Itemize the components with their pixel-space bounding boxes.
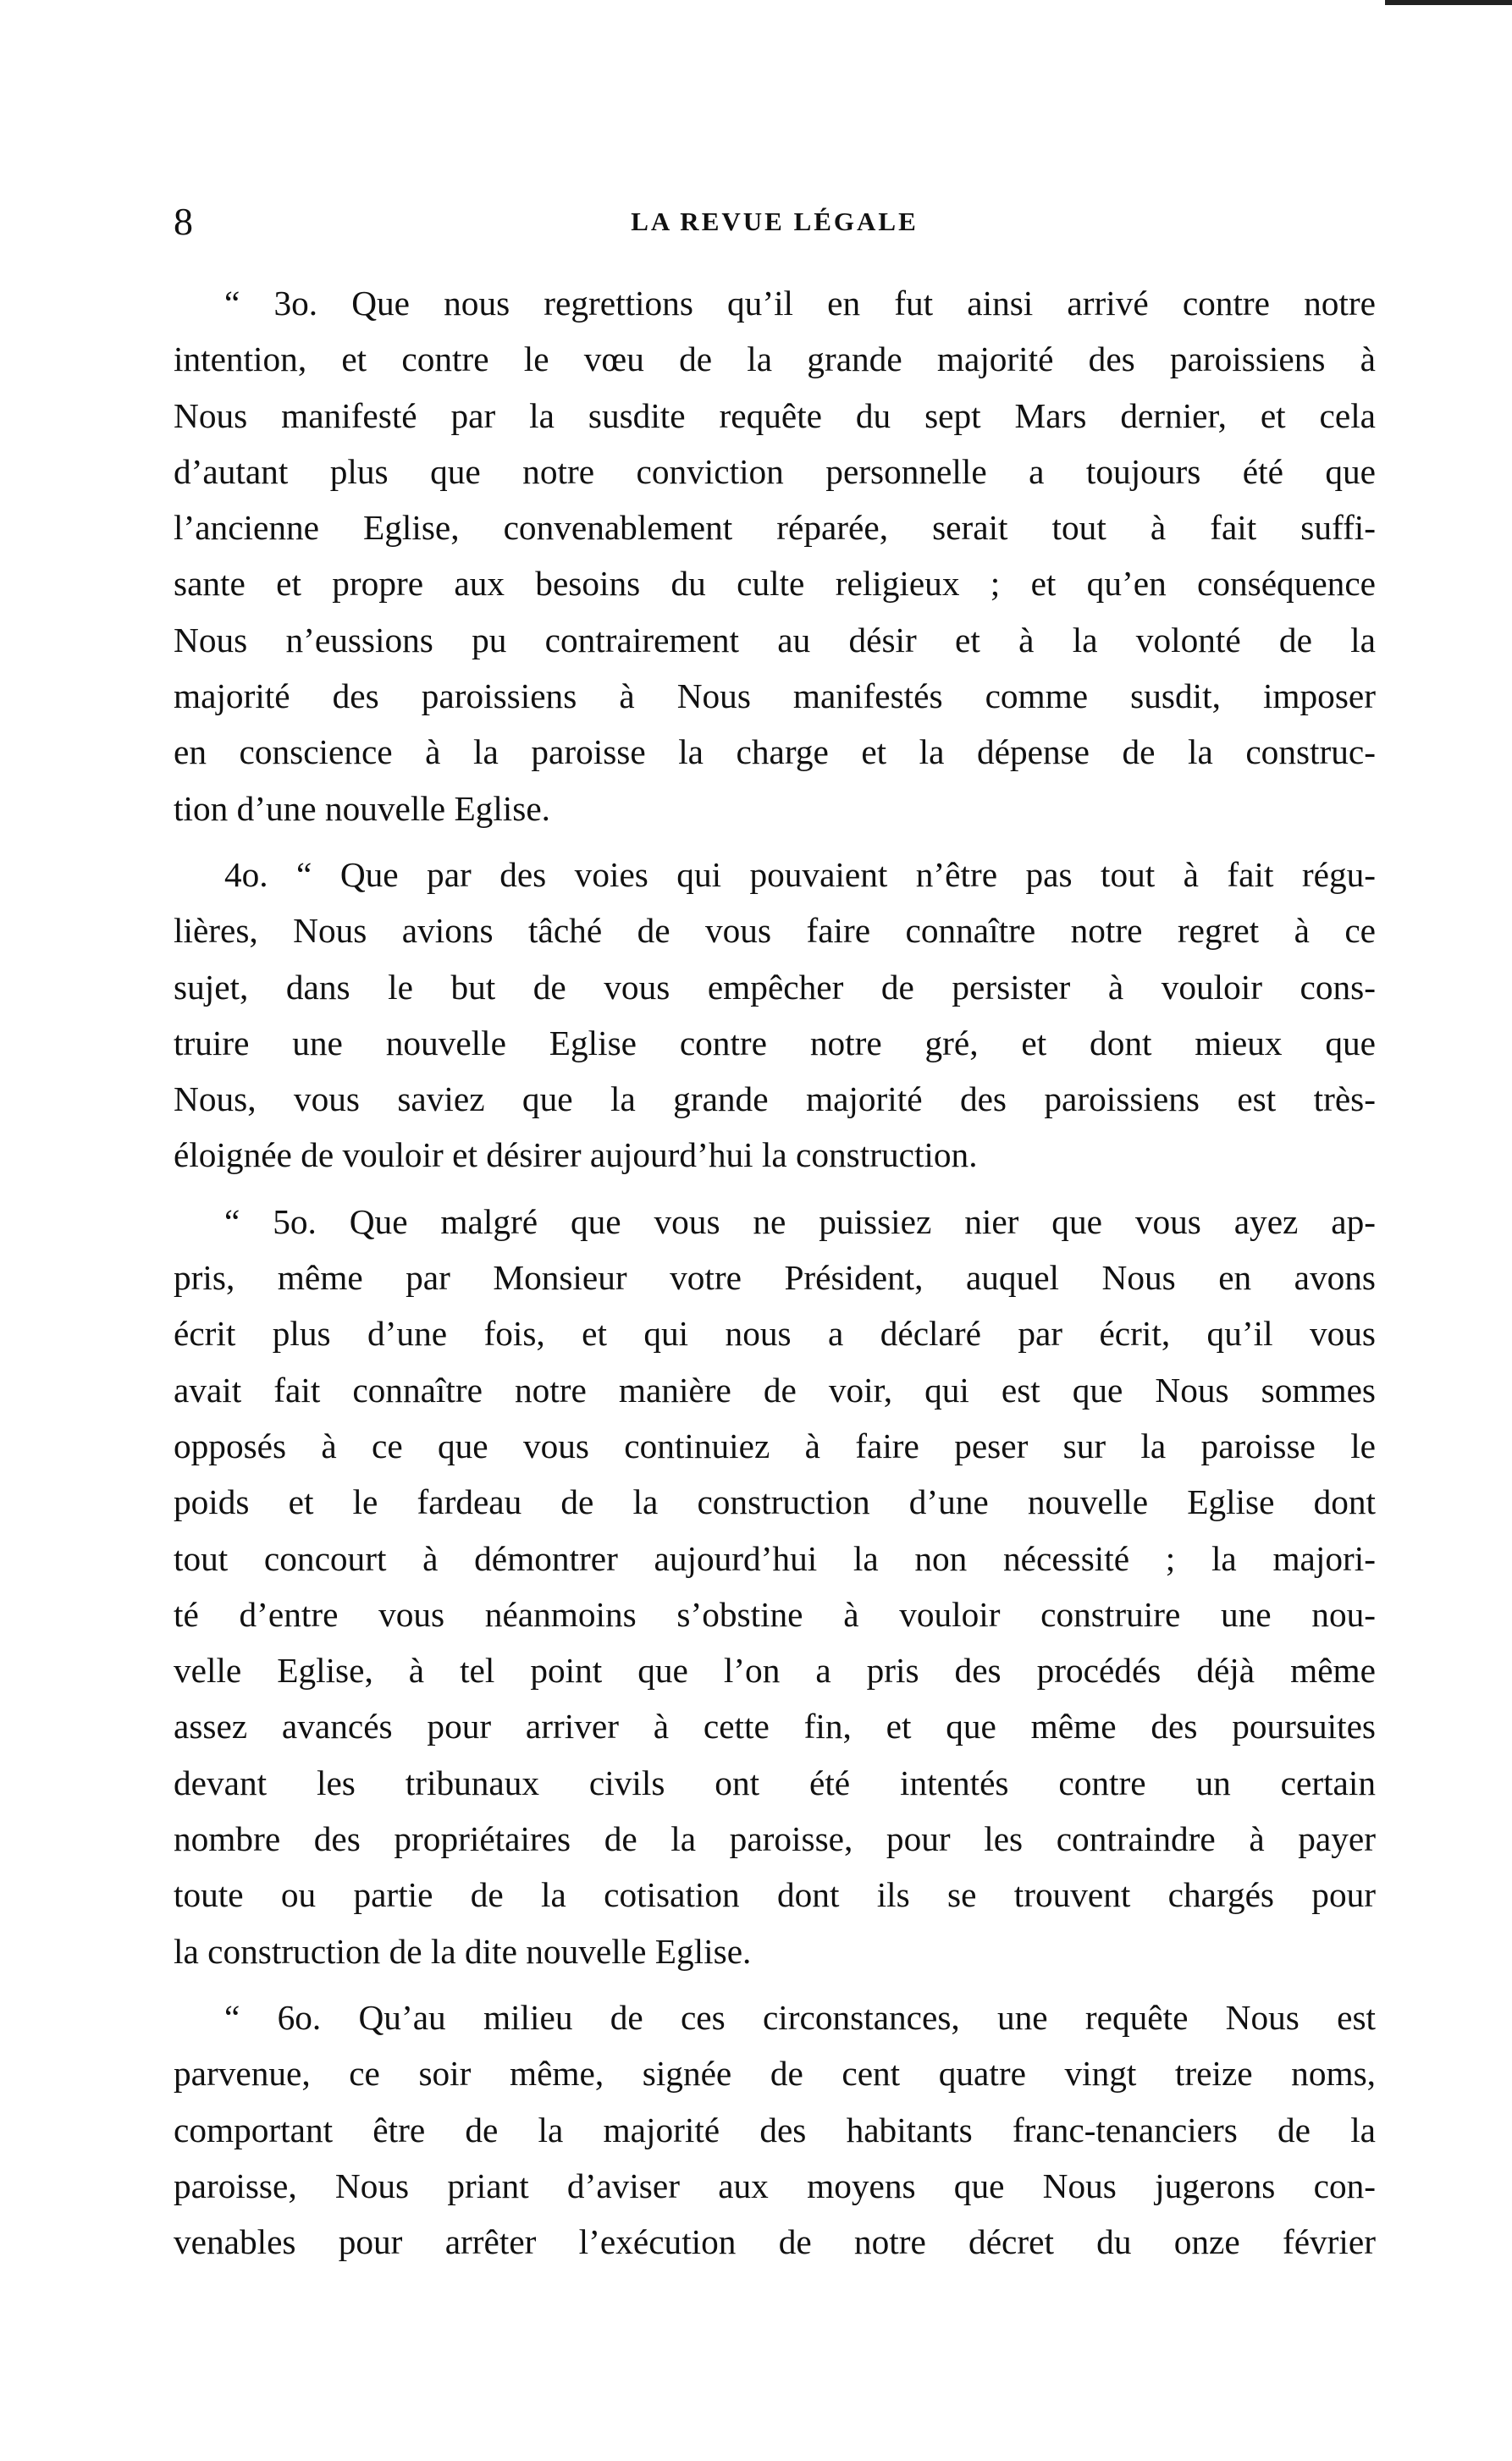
text-line: écrit plus d’une fois, et qui nous a déclaré par écrit, qu’il vous <box>174 1314 1376 1354</box>
text-line: d’autant plus que notre conviction personnelle a toujours été que <box>174 451 1376 491</box>
paragraph-gap <box>174 1979 1376 1989</box>
text-line: comportant être de la majorité des habitants franc-tenanciers de la <box>174 2110 1376 2149</box>
text-line: Nous n’eussions pu contrairement au désir et à la volonté de la <box>174 620 1376 659</box>
top-edge-rule <box>1385 0 1512 5</box>
text-line: Nous, vous saviez que la grande majorité des paroissiens est très- <box>174 1079 1376 1119</box>
text-line: lières, Nous avions tâché de vous faire connaître notre regret à ce <box>174 911 1376 951</box>
text-line: l’ancienne Eglise, convenablement réparée, serait tout à fait suffi- <box>174 508 1376 548</box>
text-line: “ 6o. Qu’au milieu de ces circonstances, une requête Nous est <box>224 1997 1376 2037</box>
text-line: sujet, dans le but de vous empêcher de persister à vouloir cons- <box>174 967 1376 1007</box>
text-line: parvenue, ce soir même, signée de cent quatre vingt treize noms, <box>174 2054 1376 2094</box>
text-line: 4o. “ Que par des voies qui pouvaient n’être pas tout à fait régu- <box>224 854 1376 894</box>
text-line: la construction de la dite nouvelle Eglise. <box>174 1931 752 1971</box>
page-number: 8 <box>174 200 193 243</box>
text-line: devant les tribunaux civils ont été intentés contre un certain <box>174 1763 1376 1802</box>
text-line: en conscience à la paroisse la charge et la dépense de la construc- <box>174 732 1376 772</box>
text-line: opposés à ce que vous continuiez à faire peser sur la paroisse le <box>174 1426 1376 1465</box>
paragraph-5o <box>174 1194 1376 1979</box>
text-line: intention, et contre le vœu de la grande majorité des paroissiens à <box>174 339 1376 379</box>
text-line: tion d’une nouvelle Eglise. <box>174 788 550 828</box>
text-line: avait fait connaître notre manière de voir, qui est que Nous sommes <box>174 1370 1376 1410</box>
paragraph-4o <box>174 847 1376 1184</box>
text-line: té d’entre vous néanmoins s’obstine à vouloir construire une nou- <box>174 1594 1376 1634</box>
text-line: “ 3o. Que nous regrettions qu’il en fut ainsi arrivé contre notre <box>224 284 1376 323</box>
text-line: truire une nouvelle Eglise contre notre gré, et dont mieux que <box>174 1023 1376 1062</box>
text-line: poids et le fardeau de la construction d’une nouvelle Eglise dont <box>174 1482 1376 1522</box>
paragraph-gap <box>174 836 1376 847</box>
running-title: LA REVUE LÉGALE <box>631 207 919 236</box>
text-line: venables pour arrêter l’exécution de notre décret du onze février <box>174 2222 1376 2262</box>
text-line: paroisse, Nous priant d’aviser aux moyens que Nous jugerons con- <box>174 2166 1376 2205</box>
text-line: majorité des paroissiens à Nous manifestés comme susdit, imposer <box>174 676 1376 716</box>
paragraph-3o <box>174 275 1376 836</box>
text-line: toute ou partie de la cotisation dont ils se trouvent chargés pour <box>174 1875 1376 1915</box>
text-line: velle Eglise, à tel point que l’on a pris des procédés déjà même <box>174 1651 1376 1691</box>
text-line: tout concourt à démontrer aujourd’hui la non nécessité ; la majori- <box>174 1538 1376 1578</box>
text-line: nombre des propriétaires de la paroisse, pour les contraindre à payer <box>174 1819 1376 1859</box>
text-line: pris, même par Monsieur votre Président, auquel Nous en avons <box>174 1258 1376 1298</box>
text-line: sante et propre aux besoins du culte religieux ; et qu’en conséquence <box>174 564 1376 604</box>
text-line: éloignée de vouloir et désirer aujourd’hui la construction. <box>174 1135 978 1175</box>
paragraph-6o <box>174 1989 1376 2270</box>
paragraph-gap <box>174 1184 1376 1194</box>
body-text <box>174 275 1376 2270</box>
text-line: “ 5o. Que malgré que vous ne puissiez nier que vous ayez ap- <box>224 1201 1376 1241</box>
text-line: Nous manifesté par la susdite requête du sept Mars dernier, et cela <box>174 395 1376 435</box>
text-line: assez avancés pour arriver à cette fin, et que même des poursuites <box>174 1707 1376 1746</box>
page-header <box>174 196 1376 247</box>
